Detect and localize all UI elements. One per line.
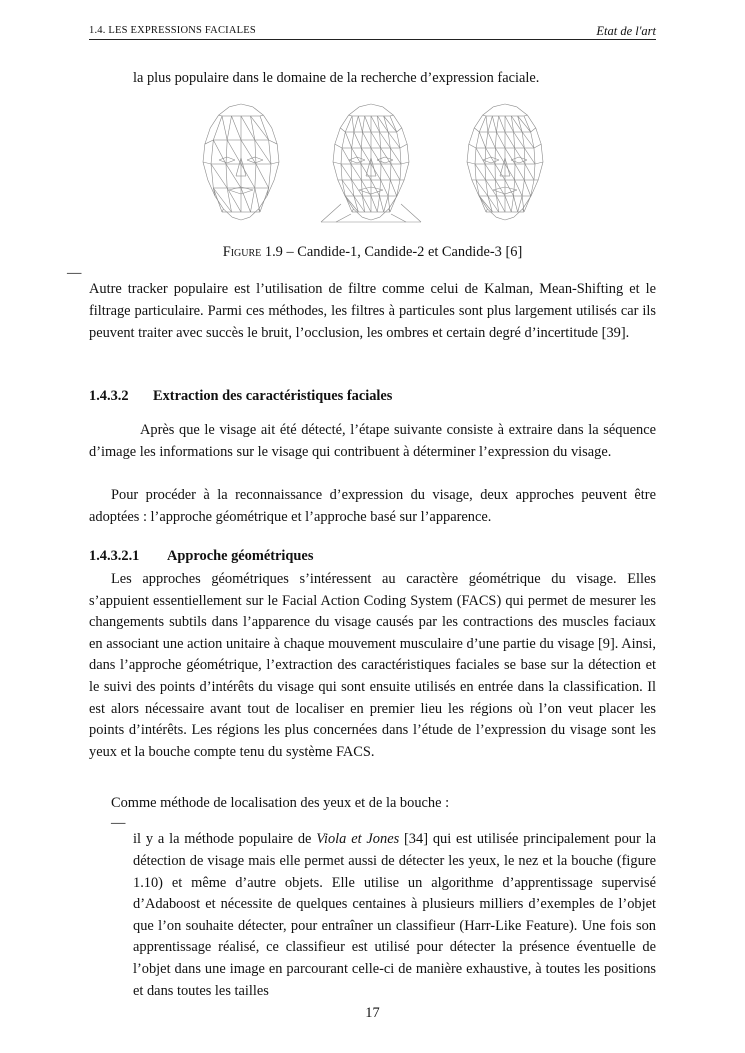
bullet-text-end: [34] qui est utilisée principalement pour la détection de visage mais elle permet aussi de détecter les yeux, le nez et la bouche (figure 1.10) et même d’autre objets. Elle utilise un algorithme d’apprentissage supervisé d’Adaboost et nécessite de quelques centaines à plusieurs milliers d’exemples de l’objet que l’on souhaite détecter, pour entraîner un classifieur (Harr-Like Feature). Une fois son apprentissage réalisé, ce classifieur est utilisé pour détecter la présence éventuelle de l’objet dans une image en parcourant celle-ci de manière exhaustive, à toutes les positions et dans toutes les tailles	[133, 831, 656, 999]
dash-marker: —	[67, 265, 82, 281]
candide-wireframes	[175, 100, 572, 230]
subsection-title: Approche géométriques	[167, 548, 314, 564]
figure-caption-text: – Candide-1, Candide-2 et Candide-3 [6]	[282, 244, 523, 260]
page-number: 17	[365, 1005, 380, 1021]
section-heading-1432	[89, 388, 392, 405]
figure-caption	[0, 244, 745, 261]
subsection-heading-14321	[89, 548, 313, 565]
paragraph: Après que le visage ait été détecté, l’étape suivante consiste à extraire dans la séquence d’image les informations sur le visage qui contribuent à déterminer l’expression du visage.	[89, 422, 656, 460]
candide-figure	[175, 100, 572, 230]
figure-caption-label: Figure 1.9	[222, 244, 283, 260]
paragraph: Comme méthode de localisation des yeux et de la bouche :	[111, 795, 450, 811]
candide-3-face	[467, 104, 543, 220]
header-chapter: Etat de l'art	[596, 24, 656, 38]
intro-line: la plus populaire dans le domaine de la recherche d’expression faciale.	[133, 70, 540, 86]
section-number: 1.4.3.2	[89, 388, 129, 404]
viola-jones-item	[133, 829, 656, 1002]
candide-2-face	[333, 104, 409, 220]
running-header	[89, 23, 656, 40]
dash-marker: —	[111, 815, 126, 831]
bullet-emphasis: Viola et Jones	[316, 831, 400, 848]
section-title: Extraction des caractéristiques faciales	[153, 388, 393, 404]
bullet-text-start: il y a la méthode populaire de	[133, 831, 317, 848]
paragraph: Pour procéder à la reconnaissance d’expression du visage, deux approches peuvent être adoptées : l’approche géométrique et l’approche basé sur l’apparence.	[89, 487, 656, 525]
tracker-item: Autre tracker populaire est l’utilisation de filtre comme celui de Kalman, Mean-Shifting et le filtrage particulaire. Parmi ces méthodes, les filtres à particules sont plus largement utilisés car ils peuvent traiter avec succès le bruit, l’occlusion, les ombres et certain degré d’incertitude [39].	[89, 281, 656, 341]
candide-1-face	[203, 104, 279, 220]
subsection-number: 1.4.3.2.1	[89, 548, 140, 564]
header-section: 1.4. LES EXPRESSIONS FACIALES	[89, 25, 256, 36]
paragraph: Les approches géométriques s’intéressent au caractère géométrique du visage. Elles s’appuient essentiellement sur le Facial Action Coding System (FACS) qui permet de mesurer les changements subtils dans l’apparence du visage causés par les contractions des muscles faciaux en associant une action unitaire à chaque mouvement musculaire d’une partie du visage [9]. Ainsi, dans l’approche géométrique, l’extraction des caractéristiques faciales se base sur la détection et le suivi des points d’intérêts du visage qui sont ensuite utilisés en entrée dans la classification. Il est alors nécessaire avant tout de localiser en premier lieu les régions où l’on veut placer les points d’intérêts. Les régions les plus concernées dans l’étude de l’expression du visage sont les yeux et la bouche compte tenu du système FACS.	[89, 571, 656, 760]
